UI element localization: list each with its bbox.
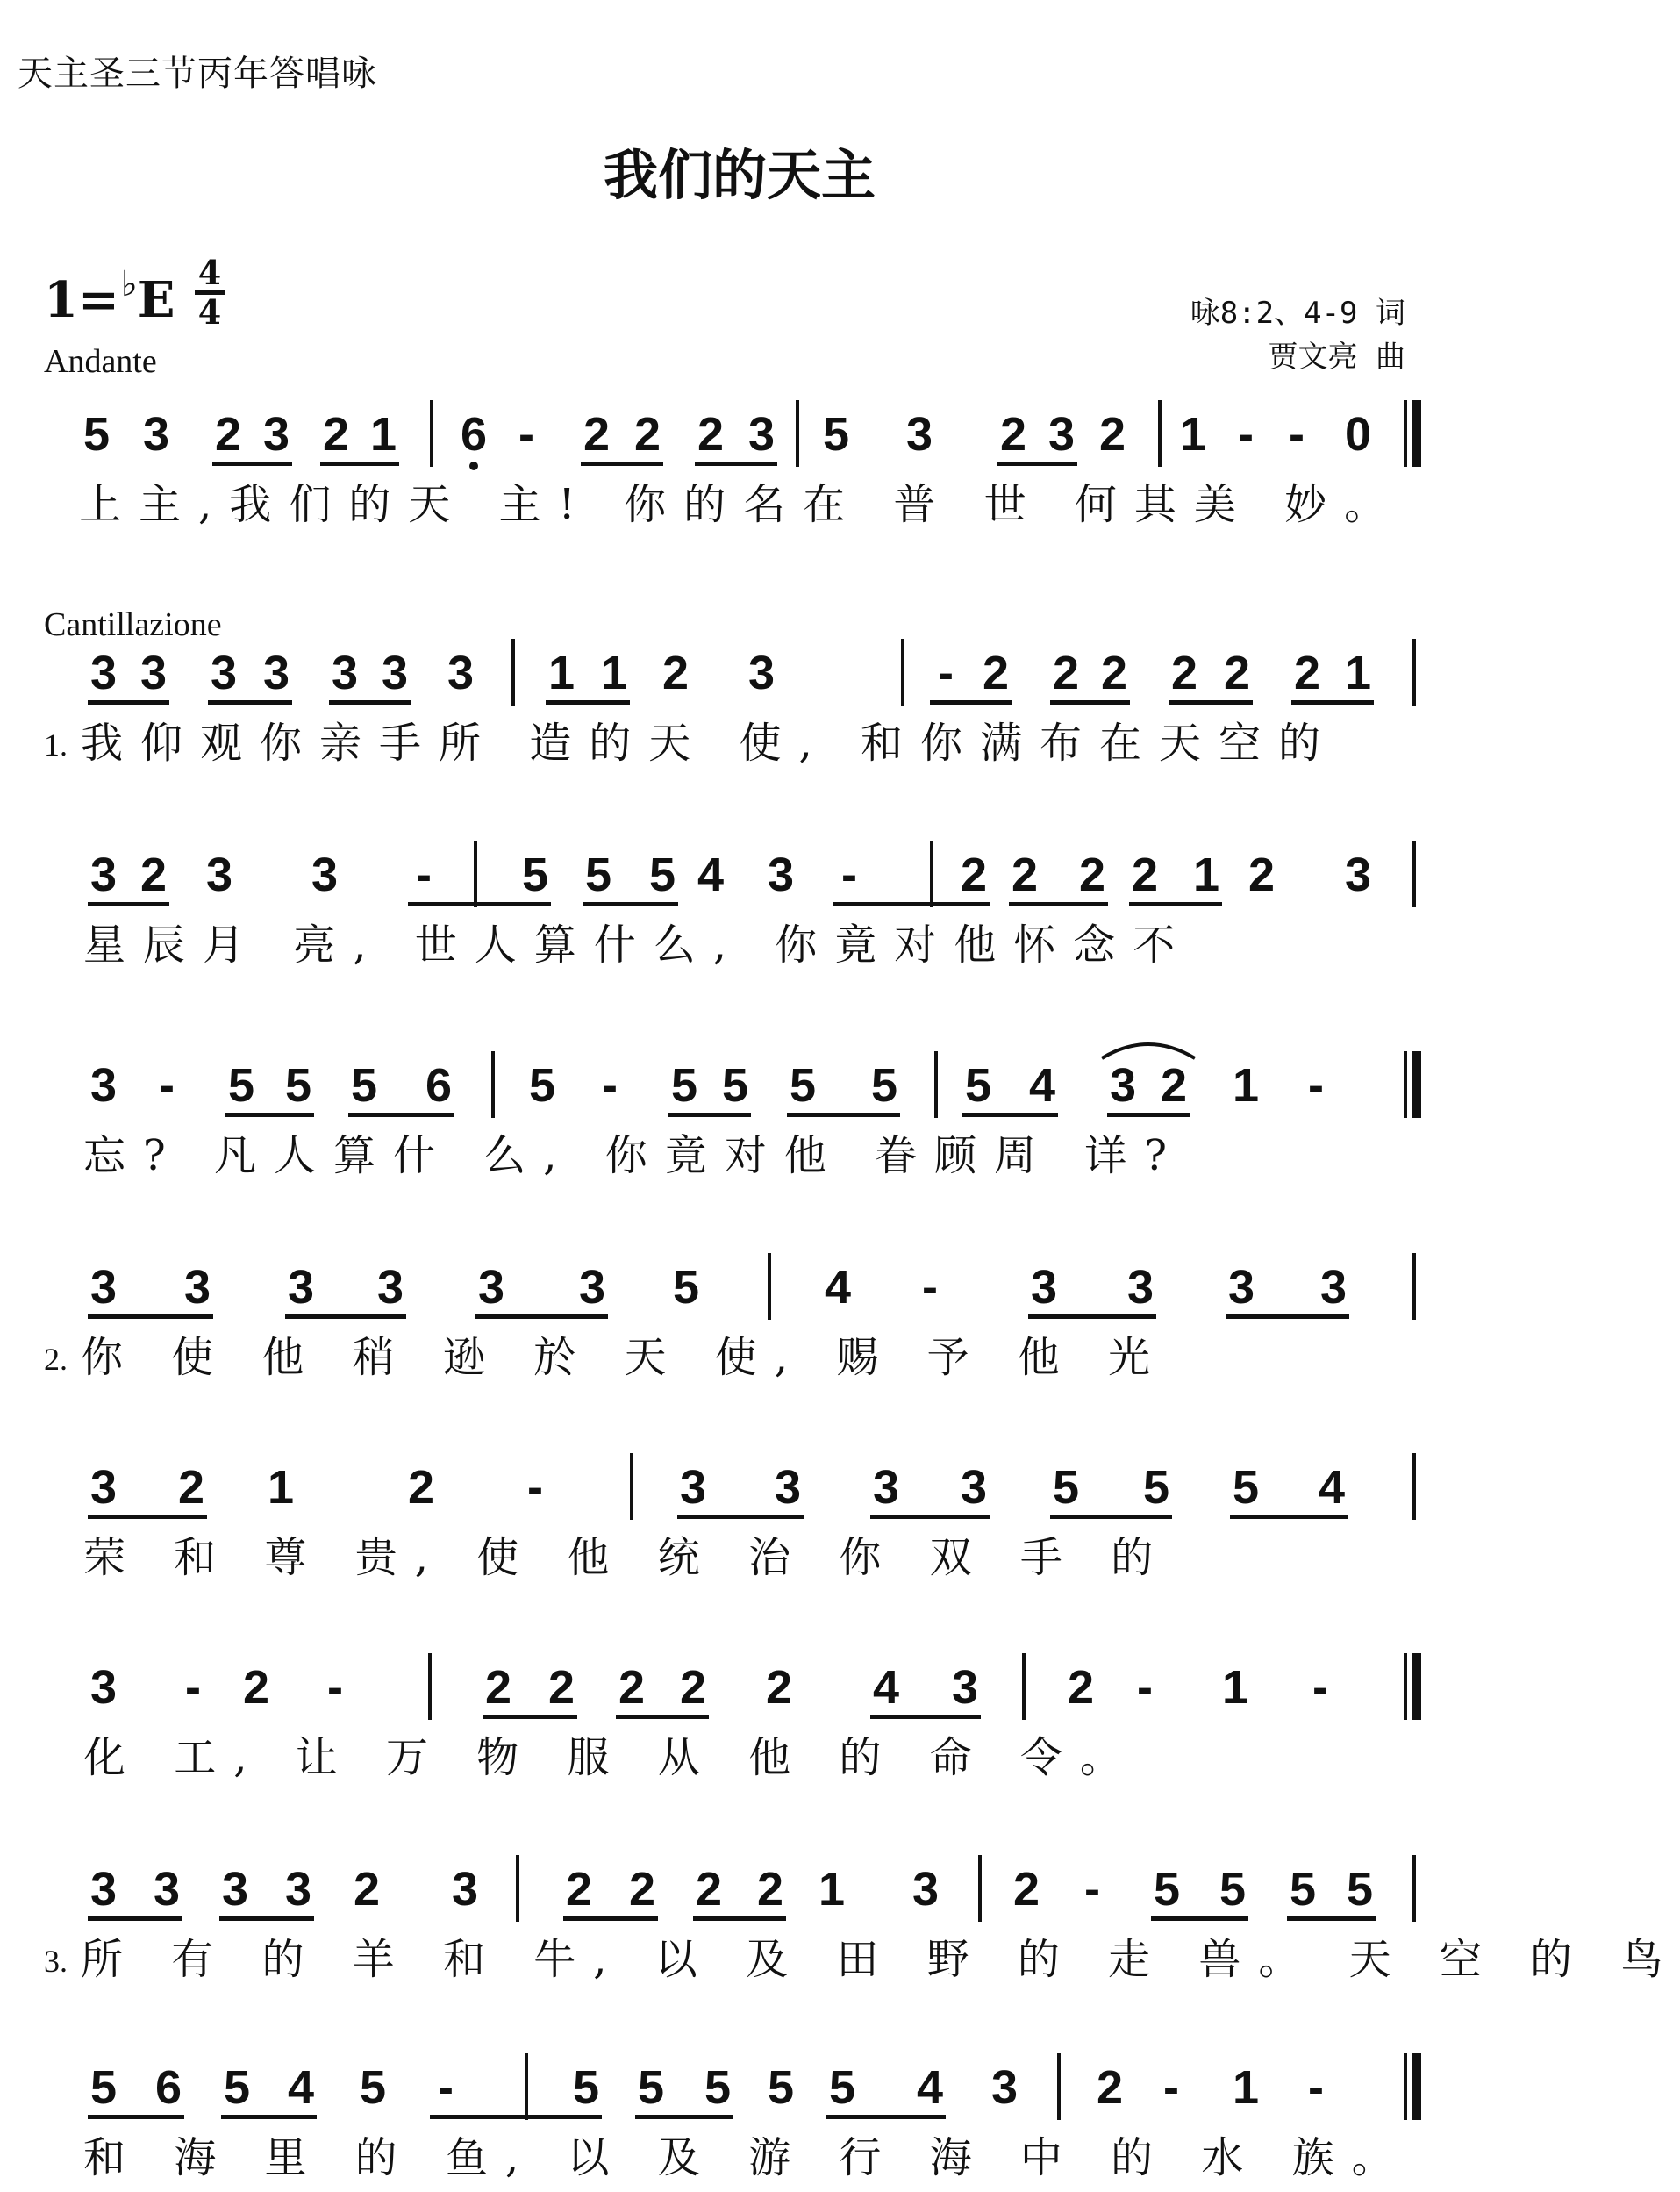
notation-note: 2 xyxy=(1100,647,1128,699)
notation-note: 1 xyxy=(818,1863,846,1916)
notation-note: 2 xyxy=(214,408,242,461)
lyric-line: 和 海 里 的 鱼, 以 及 游 行 海 中 的 水 族。 xyxy=(83,2133,1412,2182)
verse-tempo-marking: Cantillazione xyxy=(44,606,222,643)
notation-note: 2 xyxy=(960,849,988,901)
notation-note: 5 xyxy=(528,1059,556,1112)
notation-note: 3 xyxy=(1344,849,1372,901)
notation-note: 4 xyxy=(872,1661,900,1714)
notation-note: 5 xyxy=(1219,1863,1247,1916)
notation-note: 2 xyxy=(139,849,168,901)
notation-note: 2 xyxy=(1170,647,1198,699)
notation-note: 3 xyxy=(153,1863,181,1916)
source-header: 天主圣三节丙年答唱咏 xyxy=(18,54,377,94)
notation-note: 5 xyxy=(572,2061,600,2114)
beam-underline xyxy=(546,700,630,705)
notation-note: 1 xyxy=(547,647,575,699)
notation-note: 3 xyxy=(284,1863,312,1916)
notation-note: 1 xyxy=(1232,2061,1260,2114)
notation-note: 3 xyxy=(1126,1261,1155,1314)
beam-underline xyxy=(833,902,990,906)
notation-note: 5 xyxy=(1232,1461,1260,1514)
notation-note: 4 xyxy=(287,2061,315,2114)
verse-number: 3. xyxy=(44,1944,68,1979)
notation-note: 1 xyxy=(1192,849,1220,901)
notation-note: 3 xyxy=(89,647,118,699)
notation-note: - xyxy=(1163,2061,1179,2114)
notation-note: 5 xyxy=(828,2061,856,2114)
notation-note: 5 xyxy=(521,849,549,901)
notation-note: 5 xyxy=(1142,1461,1170,1514)
lyric-line: 化 工, 让 万 物 服 从 他 的 命 令。 xyxy=(83,1733,1140,1782)
barline xyxy=(934,1051,938,1118)
notation-note: 1 xyxy=(369,408,397,461)
notation-note: 1 xyxy=(1221,1661,1249,1714)
notation-note: 3 xyxy=(262,647,290,699)
key-signature: 1=♭E xyxy=(44,263,175,329)
beam-underline xyxy=(930,700,1012,705)
notation-note: 3 xyxy=(1227,1261,1255,1314)
lyric-line: 你 使 他 稍 逊 於 天 使, 赐 予 他 光 xyxy=(81,1333,1169,1382)
final-barline xyxy=(1404,1051,1421,1118)
notation-note: 5 xyxy=(672,1261,700,1314)
notation-note: 4 xyxy=(824,1261,852,1314)
notation-note: 5 xyxy=(284,1059,312,1112)
beam-underline xyxy=(787,1113,900,1117)
beam-underline xyxy=(475,1314,608,1319)
beam-underline xyxy=(88,902,169,906)
notation-note: 3 xyxy=(960,1461,988,1514)
notation-note: 2 xyxy=(695,1863,723,1916)
beam-underline xyxy=(88,1515,207,1519)
notation-note: 5 xyxy=(648,849,676,901)
notation-note: 3 xyxy=(1109,1059,1137,1112)
beam-underline xyxy=(320,462,399,466)
notation-note: 2 xyxy=(765,1661,793,1714)
time-signature: 4 4 xyxy=(195,257,225,328)
notation-note: 4 xyxy=(1318,1461,1346,1514)
beam-underline xyxy=(219,1916,314,1921)
notation-note: 2 xyxy=(583,408,611,461)
notation-note: 5 xyxy=(789,1059,817,1112)
notation-note: - xyxy=(1084,1863,1100,1916)
notation-note: 1 xyxy=(1232,1059,1260,1112)
beam-underline xyxy=(208,700,292,705)
notation-note: 5 xyxy=(1052,1461,1080,1514)
barline xyxy=(491,1051,495,1118)
notation-note: 5 xyxy=(89,2061,118,2114)
notation-note: 2 xyxy=(484,1661,512,1714)
notation-note: 3 xyxy=(747,408,776,461)
notation-note: 2 xyxy=(1078,849,1106,901)
notation-note: 2 xyxy=(1098,408,1126,461)
barline xyxy=(474,841,477,907)
beam-underline xyxy=(1151,1916,1248,1921)
notation-note: - xyxy=(922,1261,938,1314)
notation-note: 2 xyxy=(565,1863,593,1916)
beam-underline xyxy=(635,2115,733,2119)
slur-mark xyxy=(1097,1035,1200,1062)
barline xyxy=(630,1453,633,1520)
notation-note: 2 xyxy=(1052,647,1080,699)
lyric-line: 星辰月 亮, 世人算什么, 你竟对他怀念不 xyxy=(83,920,1193,970)
beam-underline xyxy=(695,462,777,466)
notation-note: 3 xyxy=(1047,408,1076,461)
notation-note: 1 xyxy=(267,1461,295,1514)
lyric-line: 所 有 的 羊 和 牛, 以 及 田 野 的 走 兽。 天 空 的 鸟 xyxy=(81,1935,1680,1984)
barline xyxy=(525,2053,528,2120)
beam-underline xyxy=(212,462,292,466)
barline xyxy=(768,1253,771,1320)
beam-underline xyxy=(1226,1314,1349,1319)
notation-note: 3 xyxy=(210,647,238,699)
notation-note: 3 xyxy=(221,1863,249,1916)
barline xyxy=(1022,1653,1026,1720)
barline xyxy=(1057,2053,1061,2120)
notation-note: 3 xyxy=(747,647,776,699)
notation-note: - xyxy=(1308,1059,1324,1112)
beam-underline xyxy=(483,1715,577,1719)
beam-underline xyxy=(677,1515,804,1519)
barline xyxy=(1158,400,1162,467)
lyric-line: 忘? 凡人算什 么, 你竟对他 眷顾周 详? xyxy=(83,1131,1185,1180)
beam-underline xyxy=(962,1113,1058,1117)
notation-note: 5 xyxy=(637,2061,665,2114)
beam-underline xyxy=(668,1113,751,1117)
notation-note: 3 xyxy=(679,1461,707,1514)
notation-note: 1 xyxy=(1179,408,1207,461)
barline xyxy=(511,639,515,706)
lyric-line: 上主,我们的天 主! 你的名在 普 世 何其美 妙。 xyxy=(79,480,1405,529)
notation-note: 3 xyxy=(183,1261,211,1314)
notation-note: 2 xyxy=(1012,1863,1040,1916)
beam-underline xyxy=(430,2115,602,2119)
notation-note: 3 xyxy=(951,1661,979,1714)
notation-note: 3 xyxy=(990,2061,1019,2114)
notation-note: 5 xyxy=(1289,1863,1317,1916)
notation-note: - xyxy=(1289,408,1305,461)
notation-note: 2 xyxy=(982,647,1010,699)
notation-note: 3 xyxy=(1319,1261,1348,1314)
notation-note: - xyxy=(938,647,954,699)
notation-note: - xyxy=(518,408,534,461)
beam-underline xyxy=(581,462,663,466)
notation-note: 5 xyxy=(767,2061,795,2114)
notation-note: - xyxy=(159,1059,175,1112)
notation-note: 2 xyxy=(353,1863,381,1916)
notation-note: 2 xyxy=(661,647,690,699)
beam-underline xyxy=(348,1113,454,1117)
notation-note: 3 xyxy=(767,849,795,901)
notation-note: 2 xyxy=(177,1461,205,1514)
barline xyxy=(1412,639,1416,706)
beam-underline xyxy=(225,1113,314,1117)
beam-underline xyxy=(1050,1515,1172,1519)
notation-note: 2 xyxy=(756,1863,784,1916)
notation-note: 3 xyxy=(381,647,409,699)
notation-note: 1 xyxy=(1344,647,1372,699)
notation-note: 3 xyxy=(262,408,290,461)
composer-credit: 贾文亮 曲 xyxy=(1268,340,1405,375)
notation-note: - xyxy=(527,1461,543,1514)
notation-note: 5 xyxy=(223,2061,251,2114)
notation-note: - xyxy=(438,2061,454,2114)
beam-underline xyxy=(1107,1113,1190,1117)
notation-note: 3 xyxy=(287,1261,315,1314)
notation-note: 3 xyxy=(142,408,170,461)
beam-underline xyxy=(870,1515,990,1519)
notation-note: 5 xyxy=(350,1059,378,1112)
beam-underline xyxy=(997,462,1077,466)
notation-note: 2 xyxy=(628,1863,656,1916)
beam-underline xyxy=(826,2115,946,2119)
notation-note: 5 xyxy=(964,1059,992,1112)
beam-underline xyxy=(1230,1515,1348,1519)
notation-note: 3 xyxy=(139,647,168,699)
notation-note: 3 xyxy=(905,408,933,461)
final-barline xyxy=(1404,1653,1421,1720)
notation-note: 2 xyxy=(1160,1059,1188,1112)
lyric-line: 我仰观你亲手所 造的天 使, 和你满布在天空的 xyxy=(81,719,1339,768)
beam-underline xyxy=(285,1314,406,1319)
notation-note: 5 xyxy=(82,408,111,461)
beam-underline xyxy=(408,902,551,906)
tempo-marking: Andante xyxy=(44,343,157,380)
flat-sign: ♭ xyxy=(120,263,138,304)
notation-note: 3 xyxy=(578,1261,606,1314)
notation-note: - xyxy=(327,1661,343,1714)
notation-note: 2 xyxy=(618,1661,646,1714)
notation-note: 3 xyxy=(872,1461,900,1514)
lyricist-credit: 咏8:2、4-9 词 xyxy=(1190,296,1405,331)
notation-note: 5 xyxy=(670,1059,698,1112)
barline xyxy=(1412,841,1416,907)
notation-note: 0 xyxy=(1344,408,1372,461)
notation-note: 5 xyxy=(822,408,850,461)
barline xyxy=(978,1855,982,1922)
notation-note: 2 xyxy=(999,408,1027,461)
notation-note: 1 xyxy=(600,647,628,699)
beam-underline xyxy=(563,1916,658,1921)
notation-note: 5 xyxy=(704,2061,732,2114)
notation-note: 2 xyxy=(1131,849,1159,901)
beam-underline xyxy=(616,1715,709,1719)
notation-note: 3 xyxy=(89,1261,118,1314)
song-title: 我们的天主 xyxy=(603,143,876,207)
notation-note: 2 xyxy=(407,1461,435,1514)
barline xyxy=(430,400,433,467)
notation-note: 3 xyxy=(774,1461,802,1514)
barline xyxy=(1412,1453,1416,1520)
notation-note: - xyxy=(416,849,432,901)
notation-note: 3 xyxy=(331,647,359,699)
barline xyxy=(516,1855,519,1922)
beam-underline xyxy=(583,902,678,906)
notation-note: - xyxy=(1137,1661,1153,1714)
notation-note: 6 xyxy=(154,2061,182,2114)
lyric-line: 荣 和 尊 贵, 使 他 统 治 你 双 手 的 xyxy=(83,1533,1171,1582)
notation-note: 5 xyxy=(1346,1863,1374,1916)
notation-note: 5 xyxy=(721,1059,749,1112)
notation-note: - xyxy=(1308,2061,1324,2114)
notation-note: 2 xyxy=(633,408,661,461)
notation-note: 2 xyxy=(1067,1661,1095,1714)
beam-underline xyxy=(870,1715,981,1719)
notation-note: 3 xyxy=(89,1863,118,1916)
notation-note: 2 xyxy=(547,1661,575,1714)
notation-note: 5 xyxy=(359,2061,387,2114)
barline xyxy=(901,639,904,706)
notation-note: 2 xyxy=(1293,647,1321,699)
notation-note: 2 xyxy=(697,408,725,461)
barline xyxy=(1412,1253,1416,1320)
notation-note: 2 xyxy=(1223,647,1251,699)
notation-note: 5 xyxy=(870,1059,898,1112)
notation-note: - xyxy=(185,1661,201,1714)
beam-underline xyxy=(88,1314,213,1319)
notation-note: 3 xyxy=(89,1661,118,1714)
lower-octave-dot xyxy=(469,462,478,470)
credits xyxy=(1190,291,1405,379)
notation-note: 3 xyxy=(451,1863,479,1916)
notation-note: 3 xyxy=(89,1059,118,1112)
notation-note: 5 xyxy=(227,1059,255,1112)
notation-note: 5 xyxy=(1153,1863,1181,1916)
notation-note: 3 xyxy=(205,849,233,901)
notation-note: 3 xyxy=(477,1261,505,1314)
beam-underline xyxy=(329,700,411,705)
beam-underline xyxy=(1050,700,1130,705)
notation-note: 2 xyxy=(1096,2061,1124,2114)
beam-underline xyxy=(88,2115,184,2119)
final-barline xyxy=(1404,2053,1421,2120)
beam-underline xyxy=(88,700,169,705)
notation-note: 3 xyxy=(1030,1261,1058,1314)
barline xyxy=(428,1653,432,1720)
beam-underline xyxy=(1287,1916,1376,1921)
notation-note: 3 xyxy=(911,1863,940,1916)
beam-underline xyxy=(1129,902,1222,906)
notation-note: 2 xyxy=(242,1661,270,1714)
notation-note: 3 xyxy=(89,849,118,901)
beam-underline xyxy=(1009,902,1108,906)
barline xyxy=(1412,1855,1416,1922)
beam-underline xyxy=(88,1916,182,1921)
beam-underline xyxy=(693,1916,786,1921)
notation-note: - xyxy=(1238,408,1254,461)
notation-note: 2 xyxy=(1247,849,1276,901)
notation-note: 6 xyxy=(425,1059,453,1112)
notation-note: 2 xyxy=(679,1661,707,1714)
notation-note: 3 xyxy=(376,1261,404,1314)
notation-note: 3 xyxy=(89,1461,118,1514)
notation-note: 4 xyxy=(1028,1059,1056,1112)
verse-number: 2. xyxy=(44,1342,68,1377)
notation-note: 6 xyxy=(460,408,488,461)
notation-note: - xyxy=(841,849,857,901)
notation-note: - xyxy=(1312,1661,1328,1714)
notation-note: 4 xyxy=(697,849,725,901)
barline xyxy=(796,400,799,467)
beam-underline xyxy=(221,2115,317,2119)
beam-underline xyxy=(1169,700,1253,705)
beam-underline xyxy=(1291,700,1374,705)
verse-number: 1. xyxy=(44,727,68,763)
notation-note: 2 xyxy=(1011,849,1039,901)
notation-note: 4 xyxy=(916,2061,944,2114)
notation-note: 2 xyxy=(322,408,350,461)
barline xyxy=(930,841,933,907)
final-barline xyxy=(1404,400,1421,467)
notation-note: - xyxy=(602,1059,618,1112)
notation-note: 3 xyxy=(447,647,475,699)
beam-underline xyxy=(1028,1314,1156,1319)
notation-note: 3 xyxy=(311,849,339,901)
notation-note: 5 xyxy=(584,849,612,901)
